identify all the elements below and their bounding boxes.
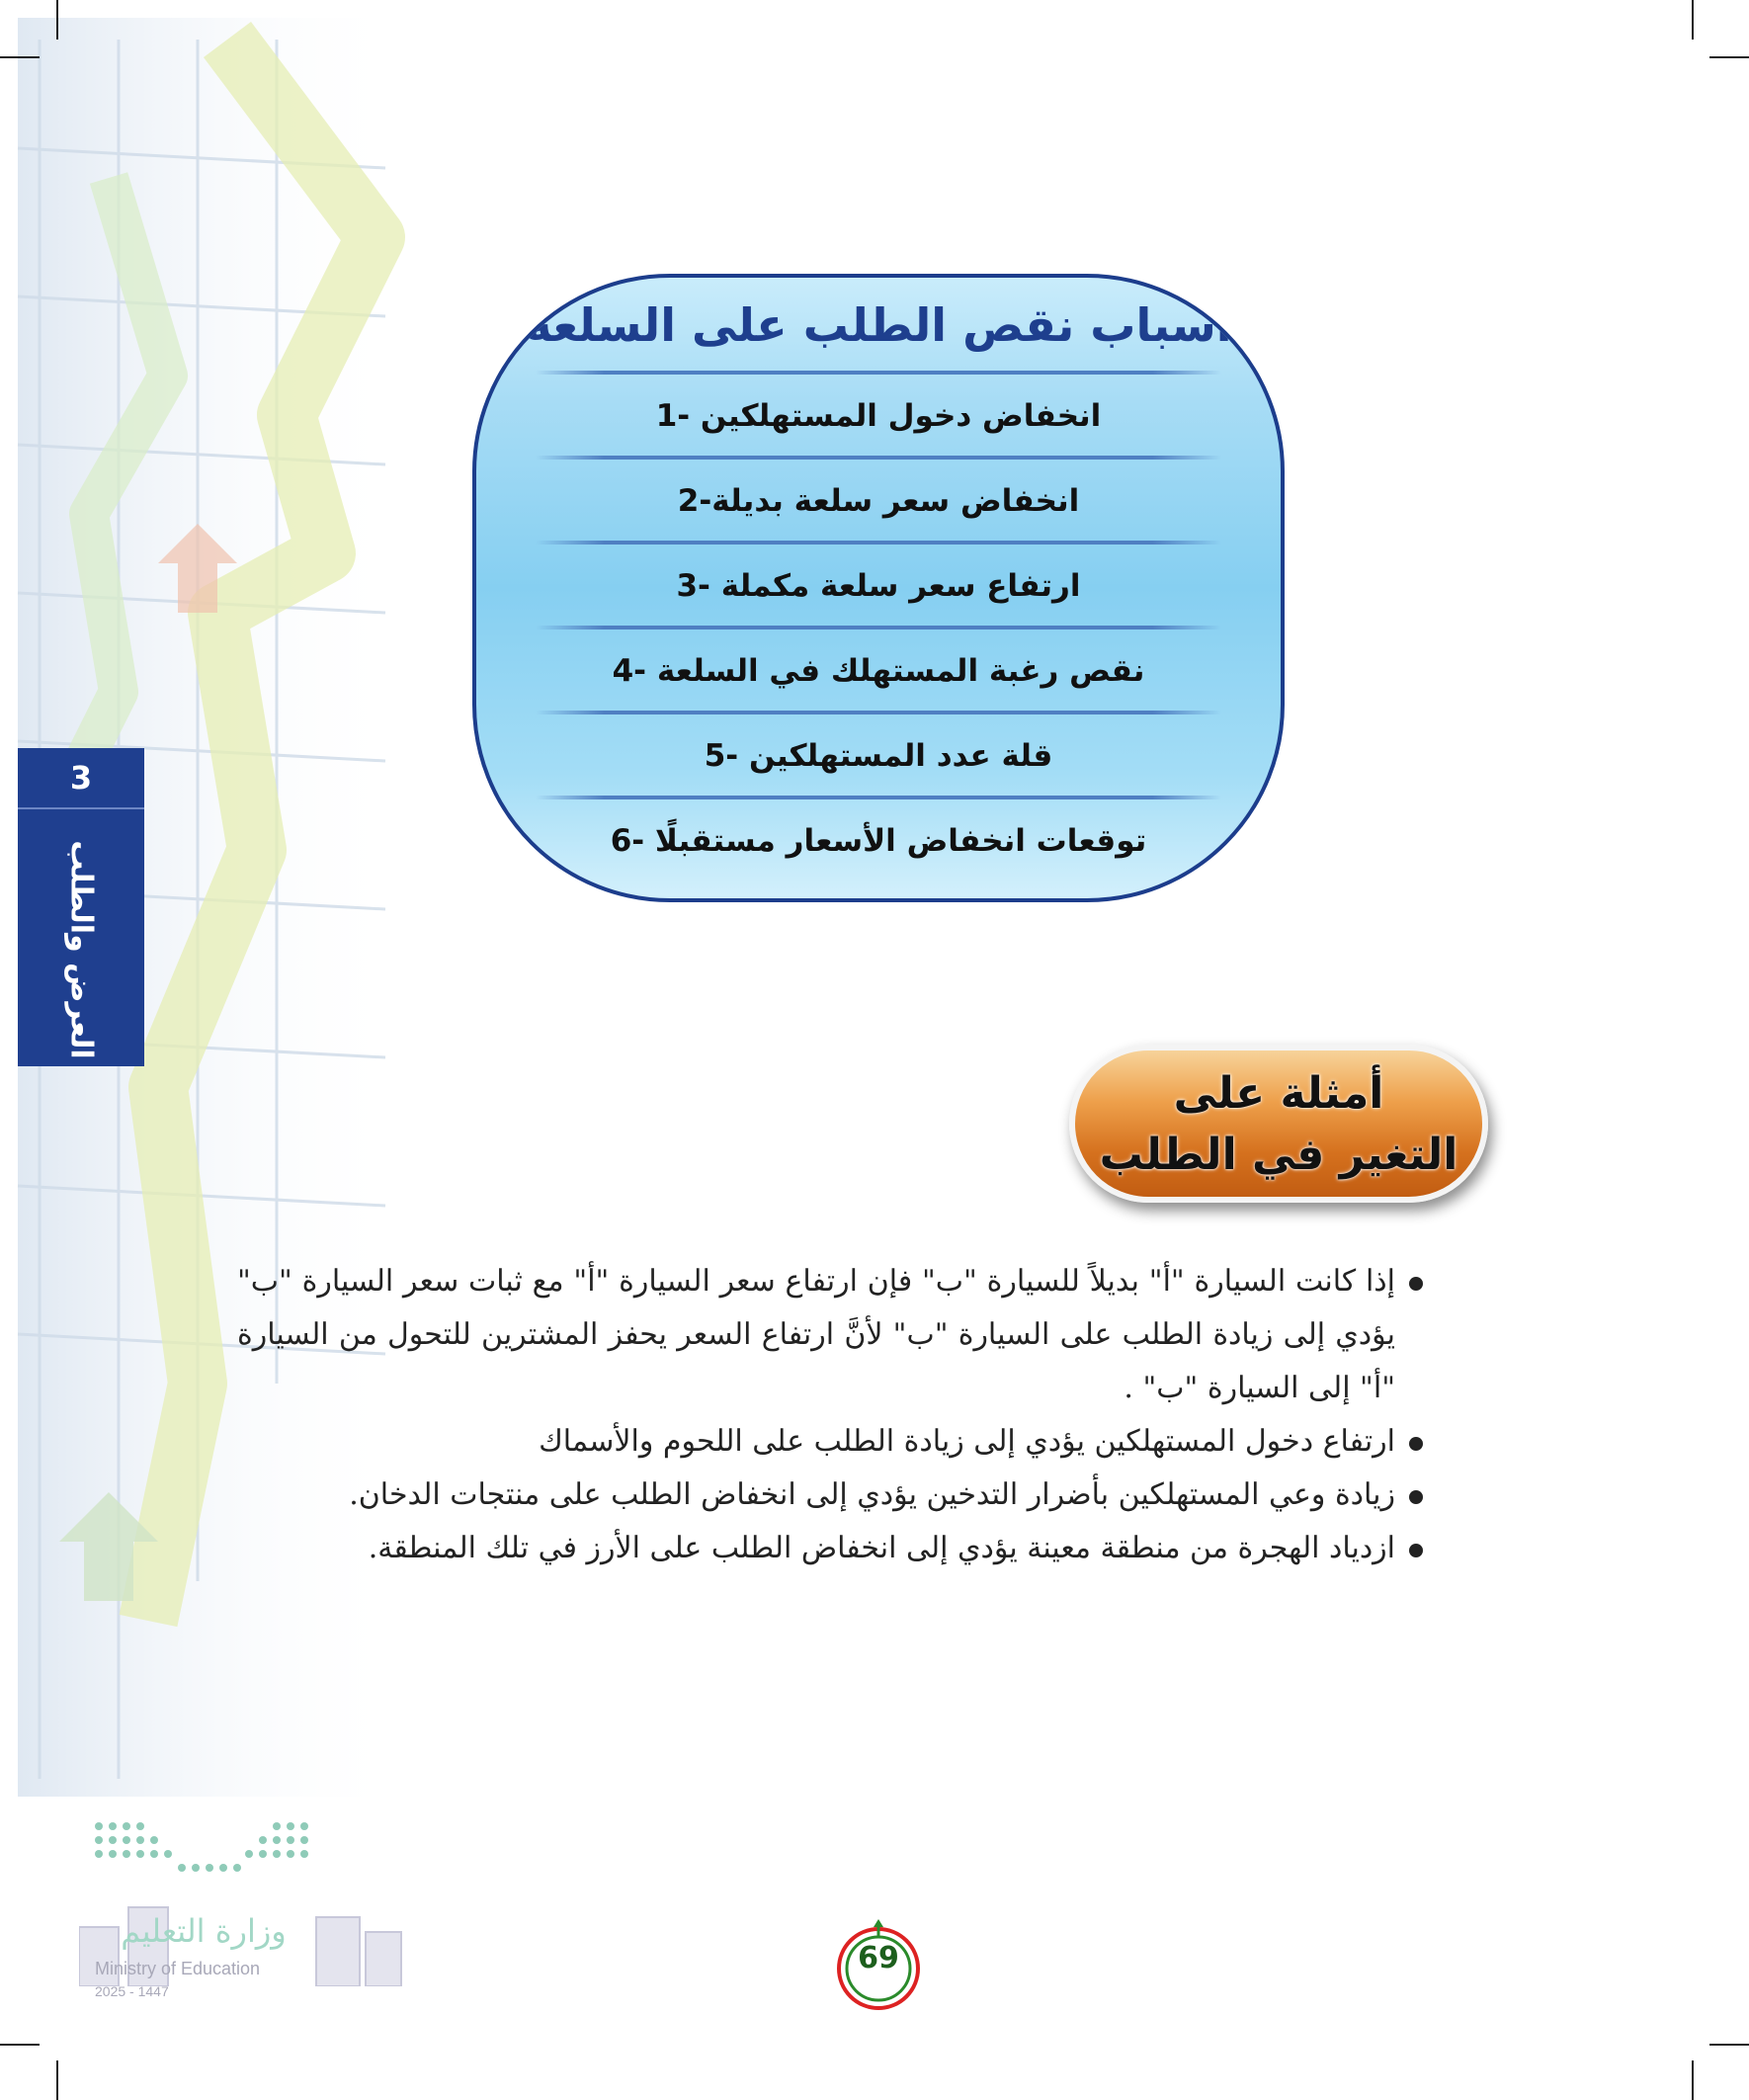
examples-header-line1: أمثلة على <box>1173 1068 1384 1119</box>
cause-item: 6- توقعات انخفاض الأسعار مستقبلًا <box>610 823 1147 859</box>
page-number: 69 <box>858 1941 899 1975</box>
examples-header-line2: التغير في الطلب <box>1099 1130 1458 1180</box>
causes-divider <box>536 456 1221 460</box>
causes-divider <box>536 371 1221 375</box>
examples-list <box>237 1255 1423 1575</box>
crop-mark <box>1692 0 1694 40</box>
chapter-number: 3 <box>18 748 144 809</box>
ministry-name-en: Ministry of Education <box>95 1959 261 1978</box>
examples-header <box>1069 1045 1488 1203</box>
crop-mark <box>56 2060 58 2100</box>
crop-mark <box>56 0 58 40</box>
chapter-title: العرض والطلب <box>63 840 99 1059</box>
crop-mark <box>1709 56 1749 58</box>
example-item: إذا كانت السيارة "أ" بديلاً للسيارة "ب" فإن ارتفاع سعر السيارة "أ" مع ثبات سعر السيارة "ب" يؤدي إلى زيادة الطلب على السيارة "ب" لأنَّ ارتفاع السعر يحفز المشترين للتحول من السيارة "أ" إلى السيارة "ب" . <box>237 1255 1423 1415</box>
example-item: ازدياد الهجرة من منطقة معينة يؤدي إلى انخفاض الطلب على الأرز في تلك المنطقة. <box>237 1522 1423 1575</box>
crop-mark <box>1709 2044 1749 2046</box>
example-item: زيادة وعي المستهلكين بأضرار التدخين يؤدي إلى انخفاض الطلب على منتجات الدخان. <box>237 1469 1423 1522</box>
cause-item: 5- قلة عدد المستهلكين <box>704 738 1053 774</box>
cause-item: 3- ارتفاع سعر سلعة مكملة <box>676 568 1081 604</box>
causes-box <box>472 274 1285 902</box>
ministry-name-ar: وزارة التعليم <box>121 1912 287 1950</box>
causes-title: أسباب نقص الطلب على السلعة <box>525 298 1232 352</box>
crop-mark <box>1692 2060 1694 2100</box>
causes-divider <box>536 711 1221 714</box>
example-item: ارتفاع دخول المستهلكين يؤدي إلى زيادة الطلب على اللحوم والأسماك <box>237 1415 1423 1469</box>
crop-mark <box>0 56 40 58</box>
cause-item: 4- نقص رغبة المستهلك في السلعة <box>612 653 1145 689</box>
causes-divider <box>536 541 1221 545</box>
cause-item: 1- انخفاض دخول المستهلكين <box>655 398 1102 434</box>
causes-divider <box>536 796 1221 799</box>
chapter-tab <box>18 748 144 1066</box>
causes-divider <box>536 626 1221 630</box>
ministry-year: 2025 - 1447 <box>95 1983 169 1999</box>
cause-item: 2-انخفاض سعر سلعة بديلة <box>677 483 1080 519</box>
crop-mark <box>0 2044 40 2046</box>
